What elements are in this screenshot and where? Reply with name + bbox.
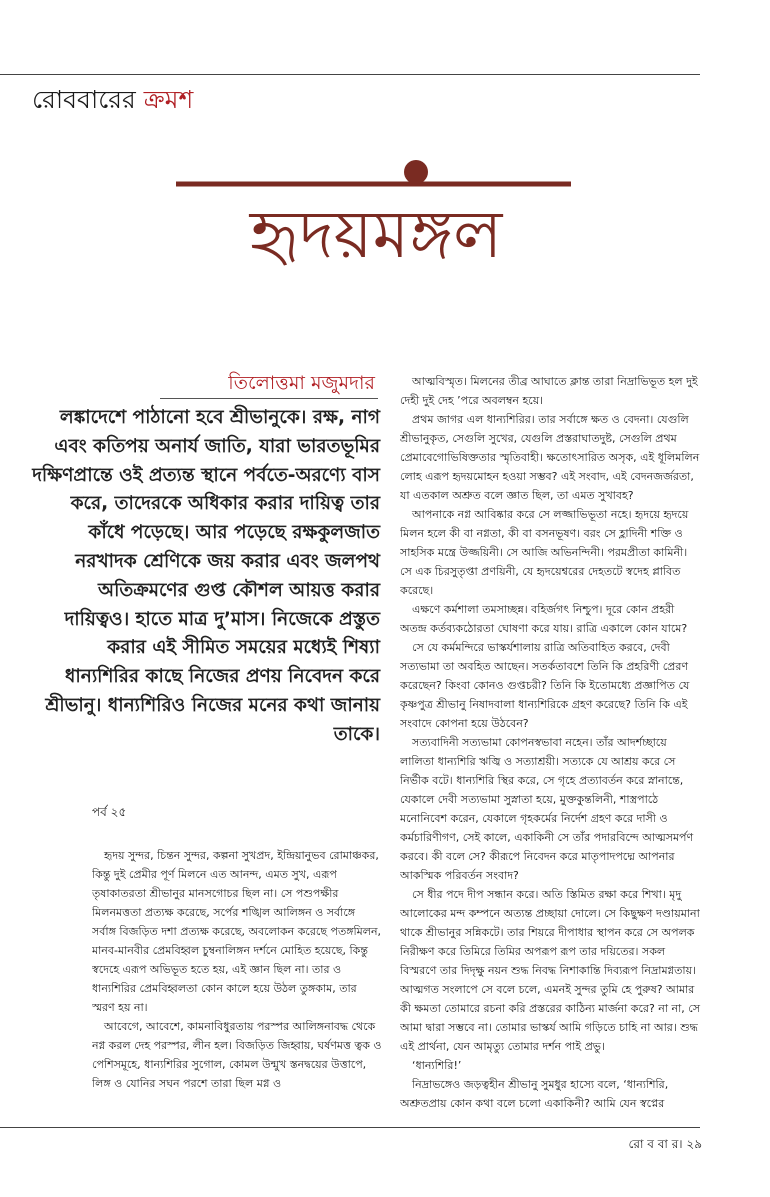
section-label-accent: ক্রমশ (143, 85, 194, 114)
bottom-rule (0, 1127, 700, 1128)
episode-label: পর্ব ২৫ (92, 805, 127, 819)
left-column (92, 846, 382, 1126)
section-label-plain: রোববারের (32, 85, 136, 114)
body-paragraph: আপনাকে নগ্ন আবিষ্কার করে সে লজ্জাভিভূতা নহে। হৃদয়ে হৃদয়ে মিলন হলে কী বা নগ্নতা, কী বা বসনভূষণ। বরং সে হ্লাদিনী শক্তি ও সাহসিক মন্ত্রে উজ্জয়িনী। সে আজি অভিনন্দিনী। পরমপ্রীতা কামিনী। সে এক চিরসুতৃপ্তা প্রণয়িনী, যে হৃদয়েশ্বরের দেহতটে স্বদেহ প্লাবিত করেছে। (400, 508, 689, 597)
body-paragraph: ‘ধান্যশিরি!’ (412, 1059, 462, 1072)
body-paragraph: সে যে কর্মমন্দিরে ভাস্কর্যশালায় রাত্রি অতিবাহিত করবে, দেবী সত্যভামা তা অবহিত আছেন। সতর্কতাবশে তিনি কি প্রহরিণী প্রেরণ করেছেন? কিংবা কোনও গুপ্তচরী? তিনি কি ইতোমধ্যে প্রজ্ঞাপিত যে কৃষ্ণপুত্র শ্রীভানু নিষাদবালা ধান্যশিরিকে গ্রহণ করেছে? তিনি কি এই সংবাদে কোপনা হয়ে উঠবেন? (400, 641, 690, 730)
body-paragraph: হৃদয় সুন্দর, চিন্তন সুন্দর, কল্পনা সুখপ্রদ, ইন্দ্রিয়ানুভব রোমাঞ্চকর, কিন্তু দুই প্রেমীর পূর্ণ মিলনে এত আনন্দ, এমত সুখ, এরূপ তৃষাকাতরতা শ্রীভানুর মানসগোচর ছিল না। সে পশুপক্ষীর মিলনমত্ততা প্রত্যক্ষ করেছে, সর্পের শঙ্খিল আলিঙ্গন ও সর্বাঙ্গে সর্বাঙ্গ বিজড়িত দশা প্রত্যক্ষ করেছে, অবলোকন করেছে পতঙ্গমিলন, মানব-মানবীর প্রেমবিহ্বল চুম্বনালিঙ্গন দর্শনে মোহিত হয়েছে, কিন্তু স্বদেহে এরূপ অভিভূত হতে হয়, এই জ্ঞান ছিল না। তার ও ধান্যশিরির প্রেমবিহ্বলতা কোন কালে হয়ে উঠল তুঙ্গকাম, তার স্মরণ হয় না। (92, 849, 382, 1014)
section-label (32, 84, 193, 116)
body-paragraph: আবেগে, আবেশে, কামনাবিধুরতায় পরস্পর আলিঙ্গনাবদ্ধ থেকে নগ্ন করল দেহ পরস্পর, লীন হল। বিজড়িত জিহ্বায়, ঘর্ষণমত্ত ত্বক ও পেশিসমূহে, ধান্যশিরির সুগোল, কোমল উন্মুখ স্তনদ্বয়ের উত্তাপে, লিঙ্গ ও যোনির সঘন পরশে তারা ছিল মগ্ন ও (92, 1020, 382, 1090)
intro-summary (30, 404, 380, 750)
logo-title: হৃদয়মঙ্গল (249, 196, 503, 273)
series-logo (176, 160, 576, 290)
body-paragraph: সে ধীর পদে দীপ সন্ধান করে। অতি স্তিমিত রক্ষা করে শিখা। মৃদু আলোকের মন্দ কম্পনে অত্যন্ত প্রচ্ছায়া দোলে। সে কিছুক্ষণ দণ্ডায়মানা থাকে শ্রীভানুর সন্নিকটে। তার শিয়রে দীপাধার স্থাপন করে সে অপলক নিরীক্ষণ করে তিমিরে তিমির অপরূপ রূপ তার দয়িতের। সকল বিস্মরণে তার দিদৃক্ষু নয়ন শুদ্ধ নিবদ্ধ নিশাকান্তি দিব্যরূপ নিদ্রামগ্নতায়। আত্মগত সংলাপে সে বলে চলে, এমনই সুন্দর তুমি হে পুরুষ? আমার কী ক্ষমতা তোমারে রচনা করি প্রস্তরের কাঠিন্য মার্জনা করে? না না, সে আমা দ্বারা সম্ভবে না। তোমার ভাস্কর্য আমি গড়িতে চাহি না আর। শুদ্ধ এই প্রার্থনা, যেন আমৃত্যু তোমার দর্শন পাই প্রভু। (400, 888, 701, 1053)
body-paragraph: সত্যবাদিনী সত্যভামা কোপনস্বভাবা নহেন। তাঁর আদর্শচ্ছায়ে লালিতা ধান্যশিরি ঋজ্বি ও সত্যাশ্রয়ী। সত্যকে যে আশ্রয় করে সে নির্ভীক বটে। ধান্যশিরি স্থির করে, সে গৃহে প্রত্যাবর্তন করে স্নানান্তে, যেকালে দেবী সত্যভামা সুস্নাতা হয়ে, মুক্তকুন্তলিনী, শাস্ত্রপাঠে মনোনিবেশ করেন, যেকালে গৃহকর্মের নির্দেশ গ্রহণ করে দাসী ও কর্মচারিণীগণ, সেই কালে, একাকিনী সে তাঁর পদারবিন্দে আত্মসমর্পণ করবে। কী বলে সে? কীরূপে নিবেদন করে মাতৃপাদপদ্মে আপনার আকস্মিক পরিবর্তন সংবাদ? (400, 736, 694, 882)
top-rule (0, 74, 700, 75)
author-rule (160, 398, 378, 399)
body-paragraph: এক্ষণে কর্মশালা তমসাচ্ছন্ন। বহির্জগৎ নিশ্চুপ। দূরে কোন প্রহরী অতন্দ্র কর্তব্যকঠোরতা ঘোষণা করে যায়। রাত্রি একালে কোন যামে? (400, 603, 688, 635)
body-paragraph: প্রথম জাগর এল ধান্যশিরির। তার সর্বাঙ্গে ক্ষত ও বেদনা। যেগুলি শ্রীভানুকৃত, সেগুলি সুখের, যেগুলি প্রস্তরাঘাতদুষ্ট, সেগুলি প্রথম প্রেমাবেগোভিষিক্ততার স্মৃতিবাহী। ক্ষতোৎসারিত অসৃক, এই ধূলিমলিন লোহ এরূপ হৃদয়মোহন হওয়া সম্ভব? এই সংবাদ, এই বেদনজর্জরতা, যা এতকাল অশ্রুত বলে জ্ঞাত ছিল, তা এমত সুখাবহ? (400, 413, 700, 502)
body-paragraph: আত্মবিস্মৃত। মিলনের তীব্র আঘাতে ক্লান্ত তারা নিদ্রাভিভূত হল দুই দেহী দুই দেহ ’পরে অবলম্বন হয়ে। (400, 375, 698, 407)
author-name: তিলোত্তমা মজুমদার (228, 372, 375, 394)
right-column (400, 372, 702, 1112)
intro-text: লঙ্কাদেশে পাঠানো হবে শ্রীভানুকে। রক্ষ, নাগ এবং কতিপয় অনার্য জাতি, যারা ভারতভূমির দক্ষিণপ্রান্তে ওই প্রত্যন্ত স্থানে পর্বতে-অরণ্যে বাস করে, তাদেরকে অধিকার করার দায়িত্ব তার কাঁধে পড়েছে। আর পড়েছে রক্ষকুলজাত নরখাদক শ্রেণিকে জয় করার এবং জলপথ অতিক্রমণের গুপ্ত কৌশল আয়ত্ত করার দায়িত্বও। হাতে মাত্র দু’মাস। নিজেকে প্রস্তুত করার এই সীমিত সময়ের মধ্যেই শিষ্যা ধান্যশিরির কাছে নিজের প্রণয় নিবেদন করে শ্রীভানু। ধান্যশিরিও নিজের মনের কথা জানায় তাকে। (32, 407, 380, 745)
body-paragraph: নিদ্রাভঙ্গেও জড়ত্বহীন শ্রীভানু সুমধুর হাস্যে বলে, ‘ধান্যশিরি, অশ্রুতপ্রায় কোন কথা বলে চলো একাকিনী? আমি যেন স্বপ্নের (400, 1078, 669, 1110)
page-folio: রো ব বা র। ২৯ (628, 1137, 702, 1151)
